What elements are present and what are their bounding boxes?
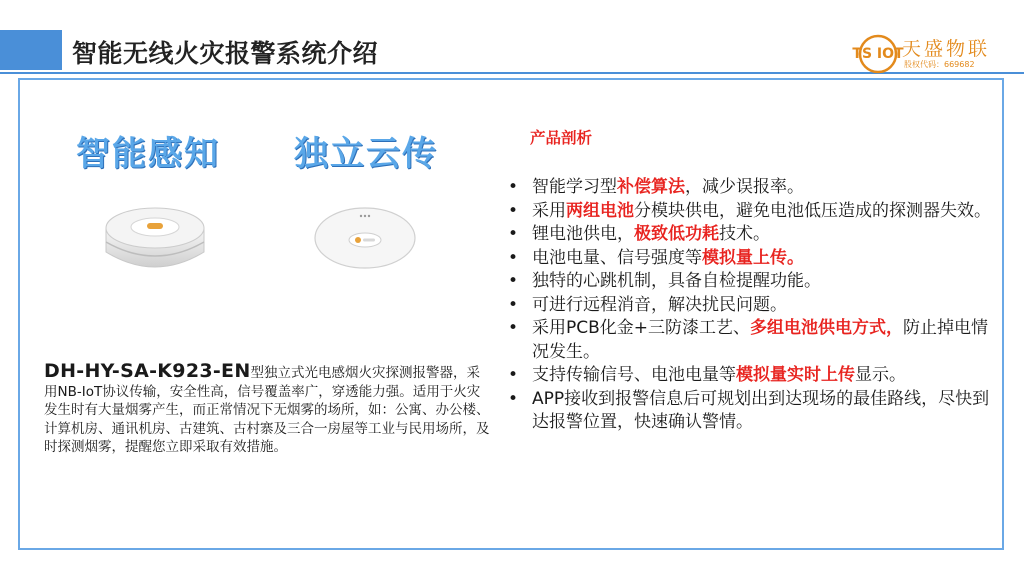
analysis-title: 产品剖析	[530, 129, 593, 147]
product-model: DH-HY-SA-K923-EN	[44, 360, 251, 382]
feature-item: • 采用PCB化金+三防漆工艺、多组电池供电方式，防止掉电情况发生。	[508, 318, 989, 362]
feature-highlight: 模拟量实时上传	[736, 365, 855, 385]
page-title: 智能无线火灾报警系统介绍	[72, 39, 379, 68]
feature-item: • 可进行远程消音，解决扰民问题。	[506, 294, 996, 318]
product-description-text: 型独立式光电感烟火灾探测报警器，采用NB-IoT协议传输，安全性高，信号覆盖率广，穿透能力强。适用于火灾发生时有大量烟雾产生，而正常情况下无烟雾的场所，如：公寓、办公楼、计算机房、通讯机房、古建筑、古村寨及三合一房屋等工业与民用场所，及时探测烟雾，提醒您立即采取有效措施。	[44, 365, 490, 455]
ts-iot-logo-icon	[852, 34, 904, 74]
feature-highlight: 多组电池供电方式，	[750, 318, 904, 338]
heading-smart-sensing: 智能感知	[76, 134, 220, 174]
feature-item: • 支持传输信号、电池电量等模拟量实时上传显示。	[506, 364, 996, 388]
feature-list	[506, 176, 996, 435]
bullet-icon: •	[508, 247, 519, 268]
feature-highlight: 模拟量上传。	[702, 247, 804, 268]
smoke-detector-top-image	[310, 200, 420, 272]
feature-highlight: 补偿算法	[617, 177, 685, 197]
smoke-detector-side-image	[100, 190, 210, 280]
feature-highlight: 两组电池	[566, 200, 634, 221]
stock-code: 股权代码：669682	[904, 60, 975, 69]
bullet-icon: •	[508, 294, 519, 315]
bullet-icon: •	[508, 365, 519, 385]
feature-highlight: 极致低功耗	[634, 224, 719, 244]
bullet-icon: •	[508, 271, 519, 291]
feature-item: • 锂电池供电，极致低功耗技术。	[506, 223, 996, 247]
product-description	[44, 362, 492, 457]
heading-cloud-transmission: 独立云传	[294, 134, 438, 174]
bullet-icon: •	[508, 224, 519, 244]
bullet-icon: •	[508, 200, 519, 221]
feature-item: • APP接收到报警信息后可规划出到达现场的最佳路线，尽快到达报警位置，快速确认警情。	[508, 388, 990, 432]
logo-mark-text: TS IOT	[852, 46, 904, 62]
feature-item: • 智能学习型补偿算法，减少误报率。	[506, 176, 996, 200]
feature-item: • 采用两组电池分模块供电，避免电池低压造成的探测器失效。	[506, 200, 996, 224]
company-name: 天盛物联	[902, 38, 991, 60]
bullet-icon: •	[508, 388, 519, 409]
company-logo	[852, 34, 998, 74]
feature-item: • 电池电量、信号强度等模拟量上传。	[506, 247, 996, 271]
feature-item: • 独特的心跳机制，具备自检提醒功能。	[506, 270, 996, 294]
header-accent-bar	[0, 30, 62, 70]
bullet-icon: •	[508, 318, 519, 338]
bullet-icon: •	[508, 177, 519, 197]
